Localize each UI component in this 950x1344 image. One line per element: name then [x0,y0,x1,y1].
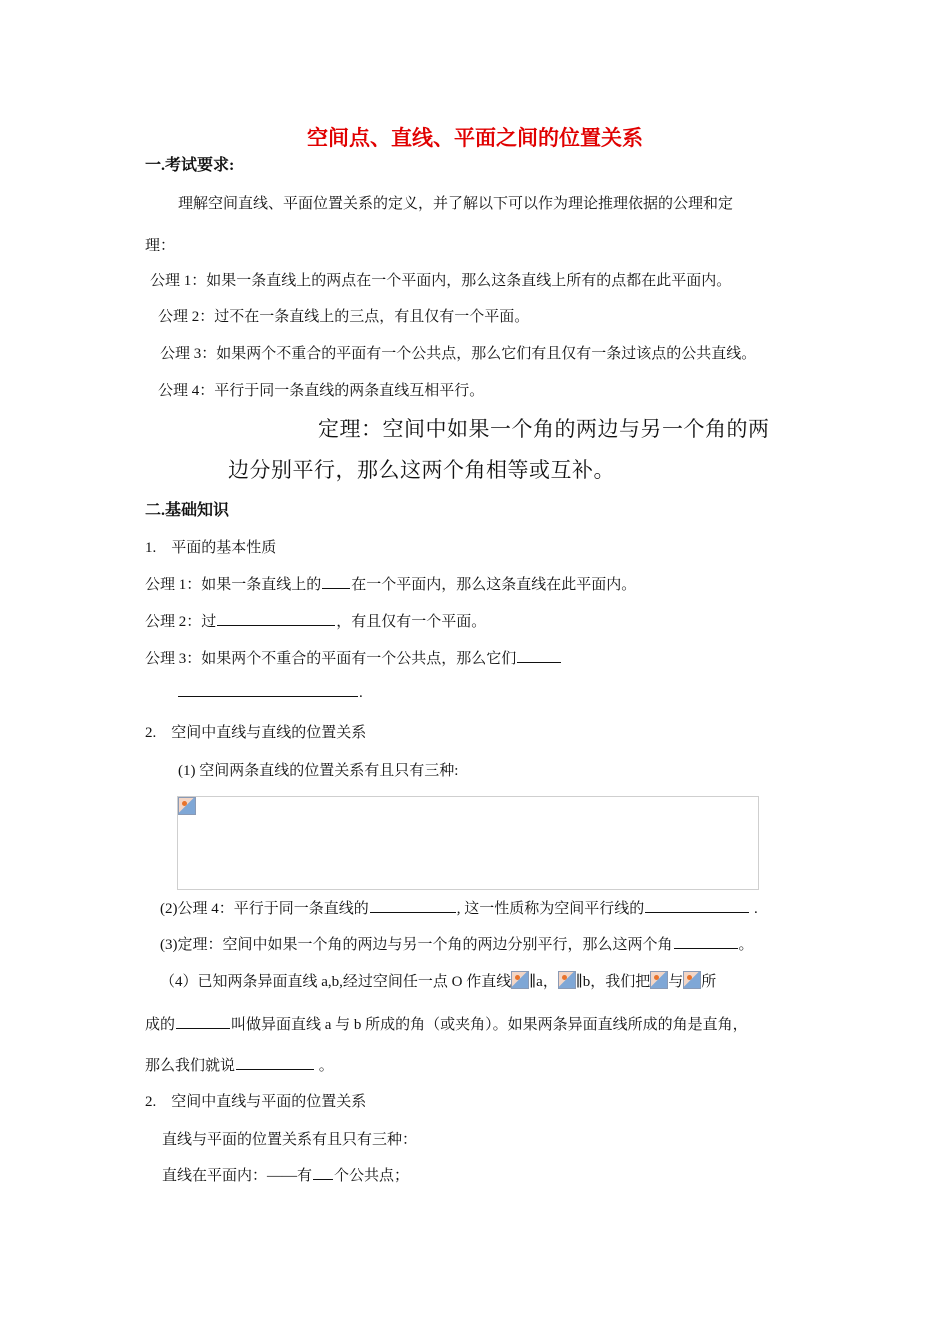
answer-blank[interactable] [322,587,350,589]
line-in-plane-post: 个公共点； [334,1168,410,1184]
section1-heading: 一.考试要求: [145,157,235,174]
subitem-1: (1) 空间两条直线的位置关系有且只有三种: [178,763,459,779]
answer-blank[interactable] [178,695,358,697]
subitem-4-e: 所 [701,974,717,990]
subitem-2-pre: (2)公理 4：平行于同一条直线的 [160,901,369,917]
line-a-prime-image-icon [511,971,529,989]
subitem-4-c: ∥b，我们把 [575,974,651,990]
fill-axiom-3-end: . [359,685,363,701]
page-title: 空间点、直线、平面之间的位置关系 [307,126,643,150]
fill-axiom-1-pre: 公理 1：如果一条直线上的 [145,577,322,593]
intro-line-2: 理： [145,238,176,254]
fill-axiom-2 [145,610,486,631]
broken-image-icon [178,797,196,815]
fill-axiom-1 [145,573,636,594]
line-in-plane-pre: 直线在平面内：——有 [162,1168,313,1184]
subitem-4-d: 与 [668,974,684,990]
line-plane-intro: 直线与平面的位置关系有且只有三种： [162,1132,418,1148]
subitem-4-line-3-end: 。 [315,1058,334,1074]
line-b-prime-image-icon [558,971,576,989]
item-2: 2. 空间中直线与直线的位置关系 [145,725,367,741]
answer-blank[interactable] [517,661,561,663]
subitem-2 [160,897,758,918]
subitem-4-a: （4）已知两条异面直线 a,b,经过空间任一点 O 作直线 [160,974,512,990]
subitem-4-line-1 [160,970,716,991]
axiom-4: 公理 4：平行于同一条直线的两条直线互相平行。 [158,383,485,399]
answer-blank[interactable] [217,624,335,626]
subitem-2-mid: , 这一性质称为空间平行线的 [456,901,645,917]
intro-line-1: 理解空间直线、平面位置关系的定义，并了解以下可以作为理论推理依据的公理和定 [178,196,734,212]
answer-blank[interactable] [674,947,738,949]
subitem-2-end: . [750,901,758,917]
fill-axiom-1-post: 在一个平面内，那么这条直线在此平面内。 [351,577,637,593]
subitem-4-line-2 [145,1013,748,1034]
subitem-4-line-2-pre: 成的 [145,1017,176,1033]
fill-axiom-2-pre: 公理 2：过 [145,614,217,630]
item-3: 2. 空间中直线与平面的位置关系 [145,1094,367,1110]
image-placeholder-box [177,796,759,890]
subitem-3-pre: (3)定理：空间中如果一个角的两边与另一个角的两边分别平行，那么这两个角 [160,937,673,953]
line-a-prime-image-icon [650,971,668,989]
subitem-3 [160,933,754,954]
theorem-line-2: 边分别平行，那么这两个角相等或互补。 [228,458,615,482]
fill-axiom-3-pre: 公理 3：如果两个不重合的平面有一个公共点，那么它们 [145,651,517,667]
fill-axiom-3-cont [177,685,363,702]
subitem-4-line-2-post: 叫做异面直线 a 与 b 所成的角（或夹角）。如果两条异面直线所成的角是直角， [231,1017,748,1033]
axiom-2: 公理 2：过不在一条直线上的三点，有且仅有一个平面。 [158,309,530,325]
answer-blank[interactable] [645,911,749,913]
answer-blank[interactable] [236,1068,314,1070]
answer-blank[interactable] [313,1178,333,1180]
line-in-plane [162,1164,409,1185]
subitem-3-end: 。 [738,937,754,953]
fill-axiom-3 [145,647,562,668]
line-b-prime-image-icon [683,971,701,989]
subitem-4-b: ∥a， [529,974,558,990]
fill-axiom-2-post: ，有且仅有一个平面。 [336,614,487,630]
axiom-3: 公理 3：如果两个不重合的平面有一个公共点，那么它们有且仅有一条过该点的公共直线。 [160,346,757,362]
answer-blank[interactable] [176,1027,230,1029]
axiom-1: 公理 1：如果一条直线上的两点在一个平面内，那么这条直线上所有的点都在此平面内。 [150,273,732,289]
subitem-4-line-3 [145,1054,334,1075]
subitem-4-line-3-pre: 那么我们就说 [145,1058,236,1074]
answer-blank[interactable] [370,911,456,913]
item-1: 1. 平面的基本性质 [145,540,277,556]
section2-heading: 二.基础知识 [145,502,230,519]
theorem-line-1: 定理：空间中如果一个角的两边与另一个角的两 [318,417,770,441]
